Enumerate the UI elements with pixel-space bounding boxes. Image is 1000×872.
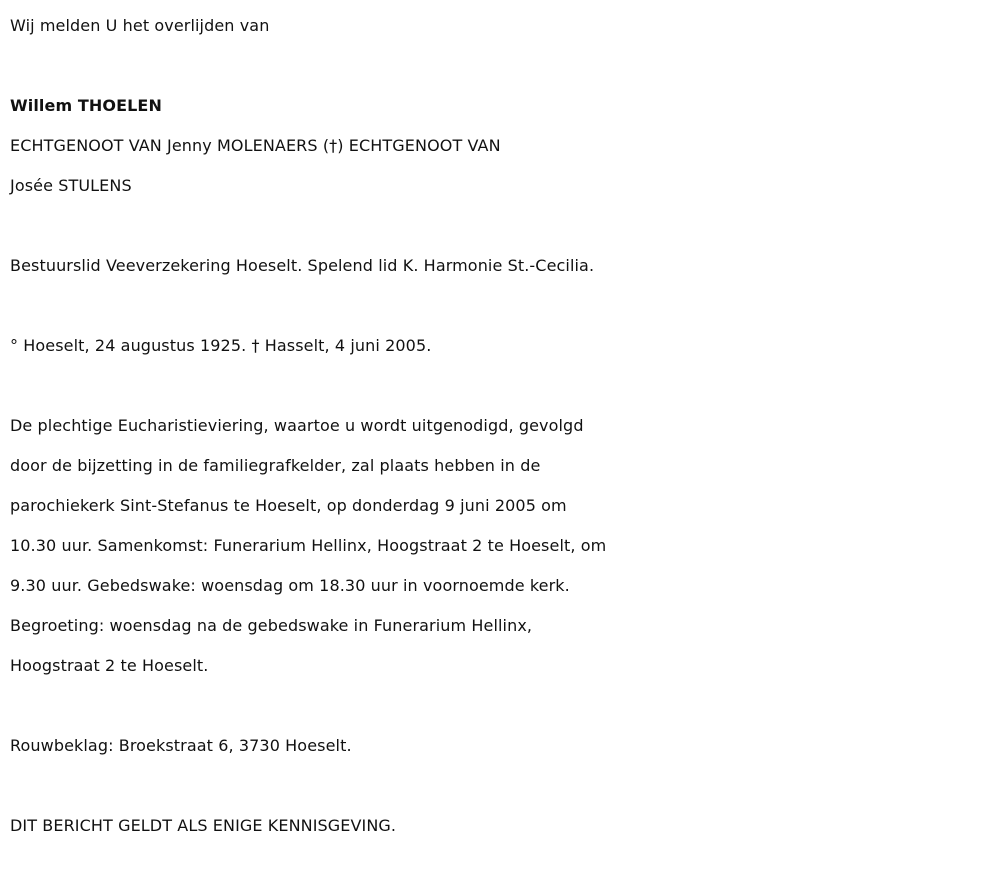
death-notice: [10, 6, 995, 846]
spacer: [10, 46, 995, 86]
birth-death-text: ° Hoeselt, 24 augustus 1925. † Hasselt, 4 juni 2005.: [10, 336, 432, 355]
ceremony-paragraph: [10, 406, 995, 686]
functions-text: Bestuurslid Veeverzekering Hoeselt. Spelend lid K. Harmonie St.-Cecilia.: [10, 256, 595, 275]
relation-line-2: Josée STULENS: [10, 176, 132, 195]
ceremony-line: door de bijzetting in de familiegrafkelder, zal plaats hebben in de: [10, 456, 541, 475]
ceremony-line: Hoogstraat 2 te Hoeselt.: [10, 656, 209, 675]
spacer: [10, 286, 995, 326]
ceremony-line: parochiekerk Sint-Stefanus te Hoeselt, op donderdag 9 juni 2005 om: [10, 496, 567, 515]
spacer: [10, 686, 995, 726]
condolence-address: Rouwbeklag: Broekstraat 6, 3730 Hoeselt.: [10, 736, 352, 755]
notice-text: DIT BERICHT GELDT ALS ENIGE KENNISGEVING.: [10, 816, 397, 835]
ceremony-line: De plechtige Eucharistieviering, waartoe u wordt uitgenodigd, gevolgd: [10, 416, 584, 435]
relation-line-1: ECHTGENOOT VAN Jenny MOLENAERS (†) ECHTGENOOT VAN: [10, 136, 501, 155]
spacer: [10, 766, 995, 806]
spacer: [10, 206, 995, 246]
intro-text: Wij melden U het overlijden van: [10, 16, 270, 35]
ceremony-line: 9.30 uur. Gebedswake: woensdag om 18.30 uur in voornoemde kerk.: [10, 576, 570, 595]
deceased-name: Willem THOELEN: [10, 96, 162, 115]
spacer: [10, 366, 995, 406]
ceremony-line: 10.30 uur. Samenkomst: Funerarium Hellinx, Hoogstraat 2 te Hoeselt, om: [10, 536, 607, 555]
ceremony-line: Begroeting: woensdag na de gebedswake in Funerarium Hellinx,: [10, 616, 533, 635]
